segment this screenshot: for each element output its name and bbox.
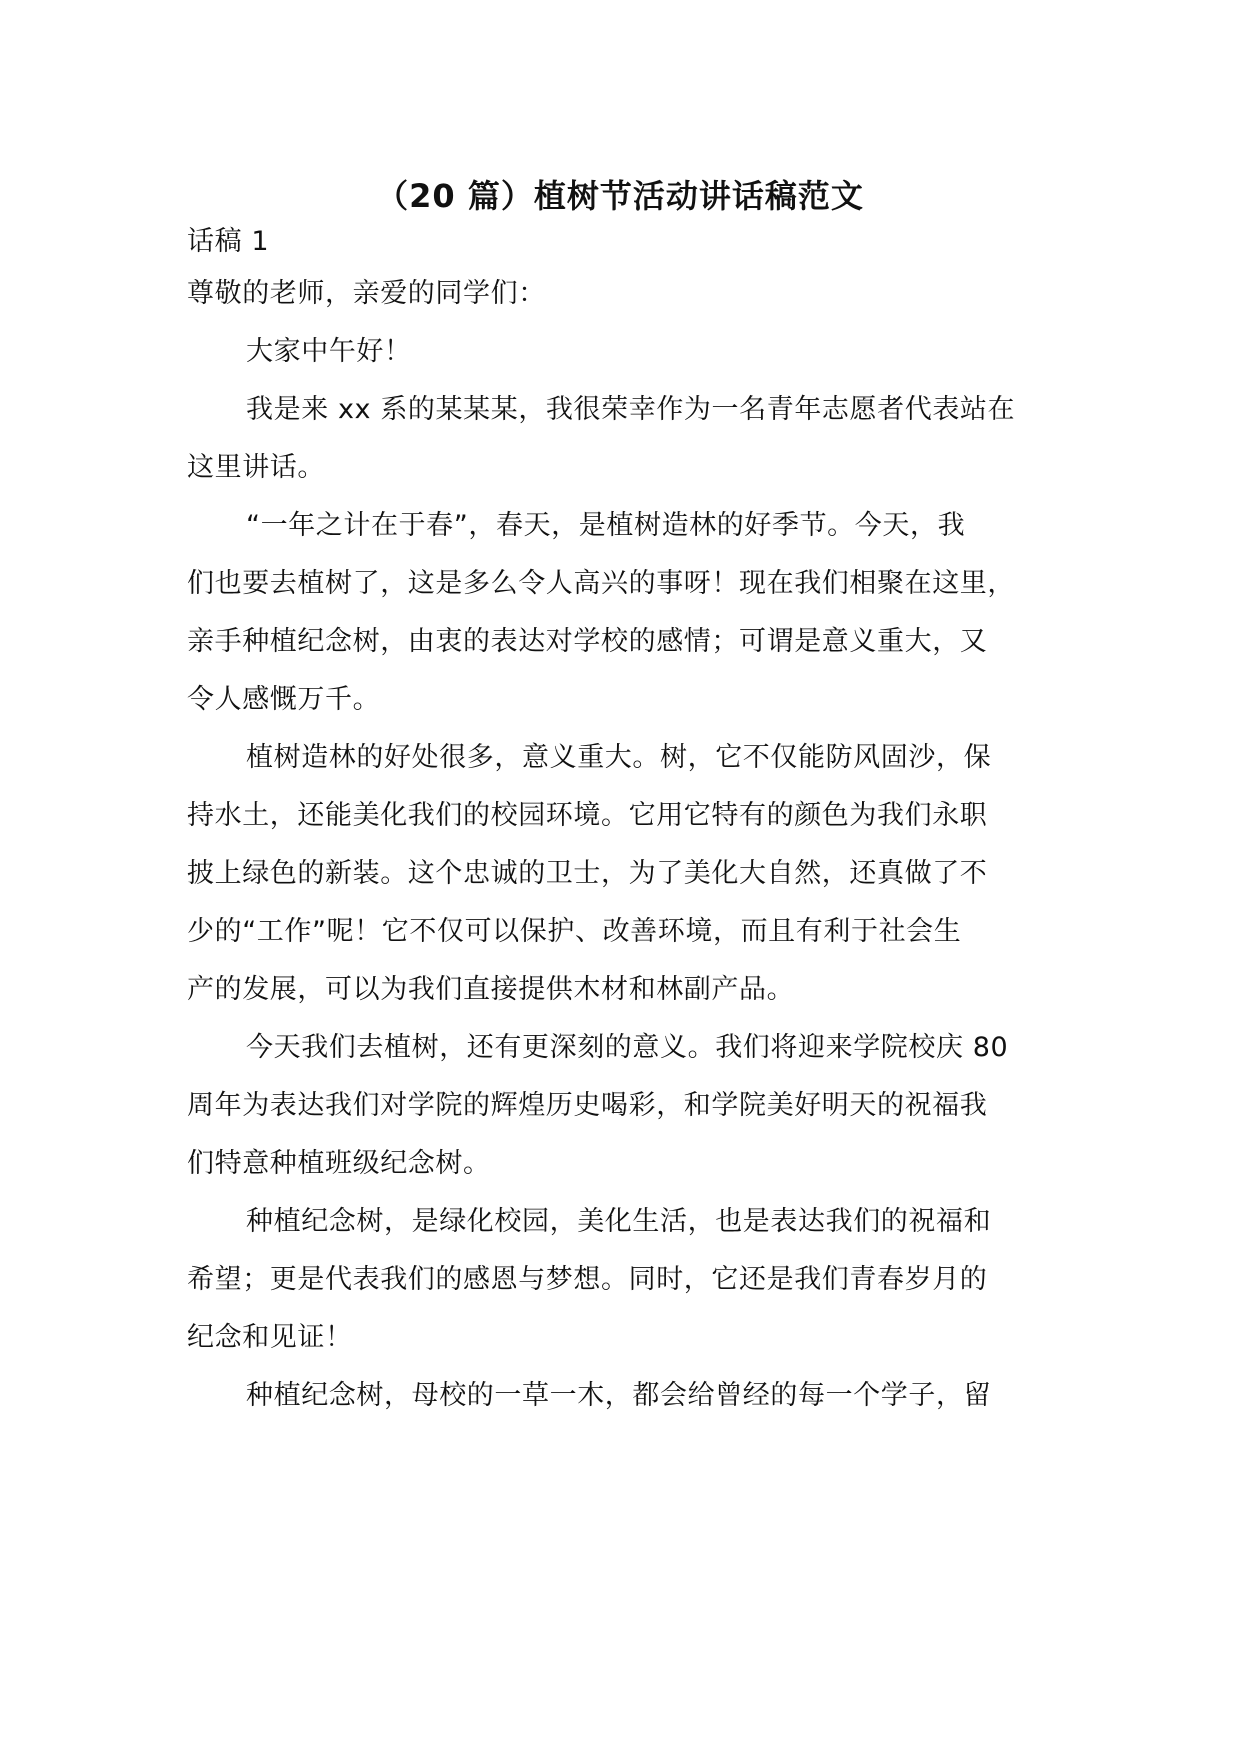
paragraph-line: 们特意种植班级纪念树。: [187, 1148, 491, 1179]
paragraph-line: 种植纪念树，母校的一草一木，都会给曾经的每一个学子，留: [246, 1380, 992, 1411]
paragraph-line: 少的“工作”呢！它不仅可以保护、改善环境，而且有利于社会生: [187, 916, 962, 947]
salutation-line: 尊敬的老师，亲爱的同学们：: [187, 278, 546, 309]
paragraph-line: 持水土，还能美化我们的校园环境。它用它特有的颜色为我们永职: [187, 800, 988, 831]
paragraph-line: 今天我们去植树，还有更深刻的意义。我们将迎来学院校庆 80: [246, 1032, 1009, 1063]
paragraph-line: 大家中午好！: [246, 336, 412, 367]
paragraph-line: 我是来 xx 系的某某某，我很荣幸作为一名青年志愿者代表站在: [246, 394, 1016, 425]
paragraph-line: 亲手种植纪念树，由衷的表达对学校的感情；可谓是意义重大，又: [187, 626, 988, 657]
document-title: （20 篇）植树节活动讲话稿范文: [376, 177, 864, 215]
paragraph-line: 周年为表达我们对学院的辉煌历史喝彩，和学院美好明天的祝福我: [187, 1090, 988, 1121]
paragraph-line: 种植纪念树，是绿化校园，美化生活，也是表达我们的祝福和: [246, 1206, 992, 1237]
paragraph-line: 披上绿色的新装。这个忠诚的卫士，为了美化大自然，还真做了不: [187, 858, 988, 889]
paragraph-line: 纪念和见证！: [187, 1322, 353, 1353]
paragraph-line: 们也要去植树了，这是多么令人高兴的事呀！现在我们相聚在这里，: [187, 568, 1015, 599]
section-label: 话稿 1: [187, 226, 270, 257]
paragraph-line: 产的发展，可以为我们直接提供木材和林副产品。: [187, 974, 795, 1005]
paragraph-line: 令人感慨万千。: [187, 684, 381, 715]
paragraph-line: 植树造林的好处很多，意义重大。树，它不仅能防风固沙，保: [246, 742, 992, 773]
paragraph-line: 这里讲话。: [187, 452, 325, 483]
paragraph-line: 希望；更是代表我们的感恩与梦想。同时，它还是我们青春岁月的: [187, 1264, 988, 1295]
paragraph-line: “一年之计在于春”，春天，是植树造林的好季节。今天，我: [246, 510, 966, 541]
